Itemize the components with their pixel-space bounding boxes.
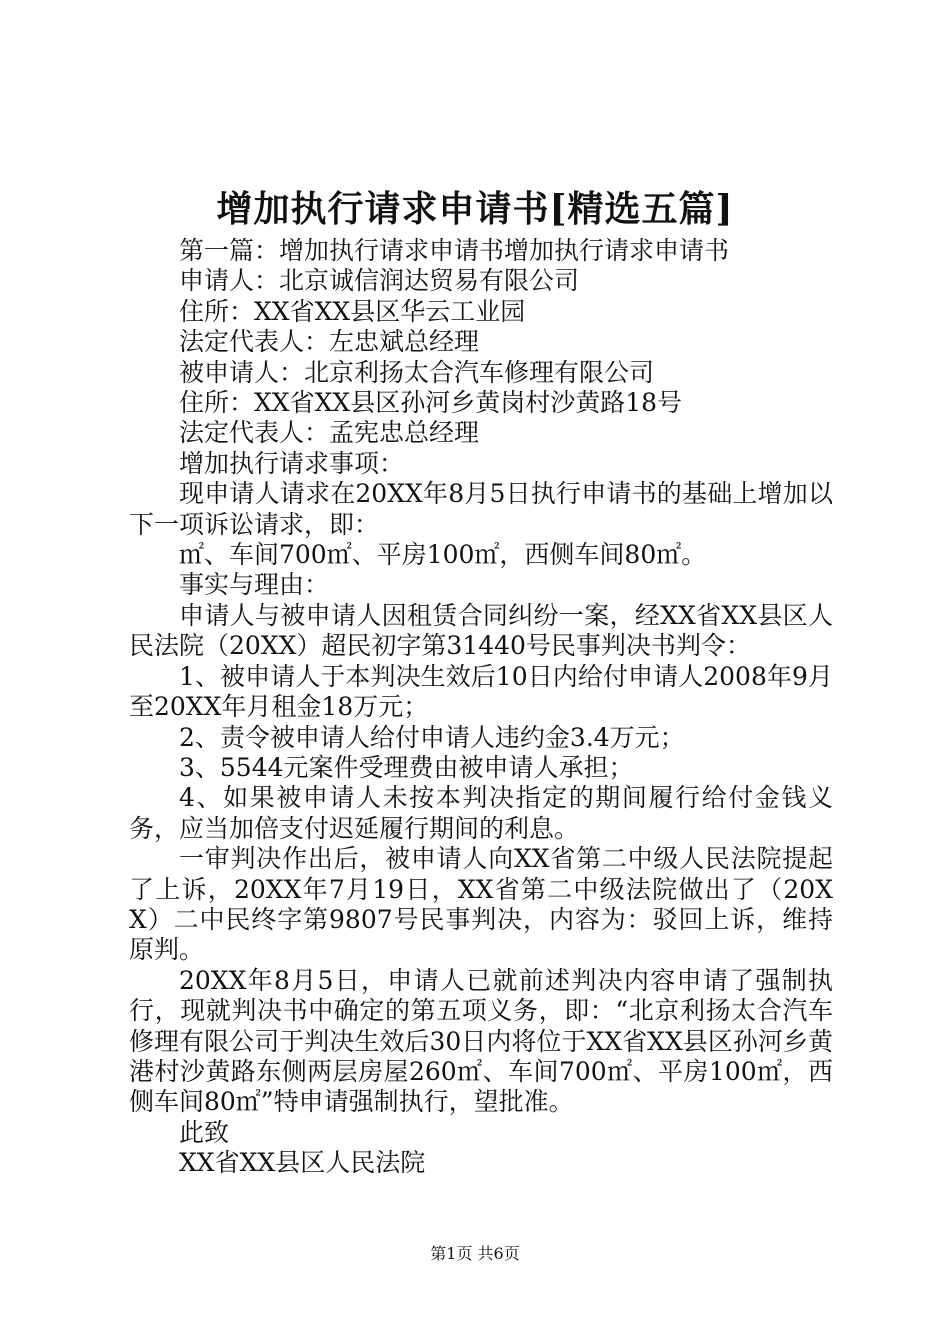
paragraph-request-detail: ㎡、车间700㎡、平房100㎡，西侧车间80㎡。 (179, 540, 707, 570)
paragraph-judgment-item-3: 3、5544元案件受理费由被申请人承担； (179, 752, 634, 782)
paragraph-facts-heading: 事实与理由： (179, 570, 330, 600)
paragraph-judgment-item-2: 2、责令被申请人给付申请人违约金3.4万元； (179, 722, 685, 752)
paragraph-judgment-item-1: 1、被申请人于本判决生效后10日内给付申请人2008年9月至20XX年月租金18万元； (129, 661, 833, 722)
document-body (129, 236, 833, 1179)
paragraph-applicant: 申请人：北京诚信润达贸易有限公司 (179, 266, 580, 296)
paragraph-closing: 此致 (179, 1117, 230, 1147)
paragraph-appeal: 一审判决作出后，被申请人向XX省第二中级人民法院提起了上诉，20XX年7月19日，XX省第二中级法院做出了（20XX）二中民终字第9807号民事判决，内容为：驳回上诉，维持原判。 (129, 844, 833, 965)
page-footer: 第1页 共6页 (430, 1244, 520, 1263)
paragraph-respondent-address: 住所：XX省XX县区孙河乡黄岗村沙黄路18号 (179, 388, 683, 418)
paragraph-applicant-representative: 法定代表人：左忠斌总经理 (179, 327, 480, 357)
paragraph-respondent: 被申请人：北京利扬太合汽车修理有限公司 (179, 357, 655, 387)
paragraph-judgment-item-4: 4、如果被申请人未按本判决指定的期间履行给付金钱义务，应当加倍支付迟延履行期间的利息。 (129, 783, 833, 843)
document-title: 增加执行请求申请书[精选五篇] (216, 188, 734, 230)
paragraph-request: 现申请人请求在20XX年8月5日执行申请书的基础上增加以下一项诉讼请求，即： (129, 479, 833, 539)
paragraph-chapter-heading: 第一篇：增加执行请求申请书增加执行请求申请书 (179, 236, 730, 265)
paragraph-request-heading: 增加执行请求事项： (179, 448, 405, 478)
paragraph-respondent-representative: 法定代表人：孟宪忠总经理 (179, 418, 480, 448)
paragraph-applicant-address: 住所：XX省XX县区华云工业园 (179, 296, 526, 326)
paragraph-addressee: XX省XX县区人民法院 (179, 1148, 426, 1178)
paragraph-facts: 申请人与被申请人因租赁合同纠纷一案，经XX省XX县区人民法院（20XX）超民初字第31440号民事判决书判令： (129, 600, 833, 661)
paragraph-enforcement: 20XX年8月5日，申请人已就前述判决内容申请了强制执行，现就判决书中确定的第五项义务，即：“北京利扬太合汽车修理有限公司于判决生效后30日内将位于XX省XX县区孙河乡黄港村沙黄路东侧两层房屋260㎡、车间700㎡、平房100㎡，西侧车间80㎡”特申请强制执行，望批准。 (129, 965, 833, 1117)
